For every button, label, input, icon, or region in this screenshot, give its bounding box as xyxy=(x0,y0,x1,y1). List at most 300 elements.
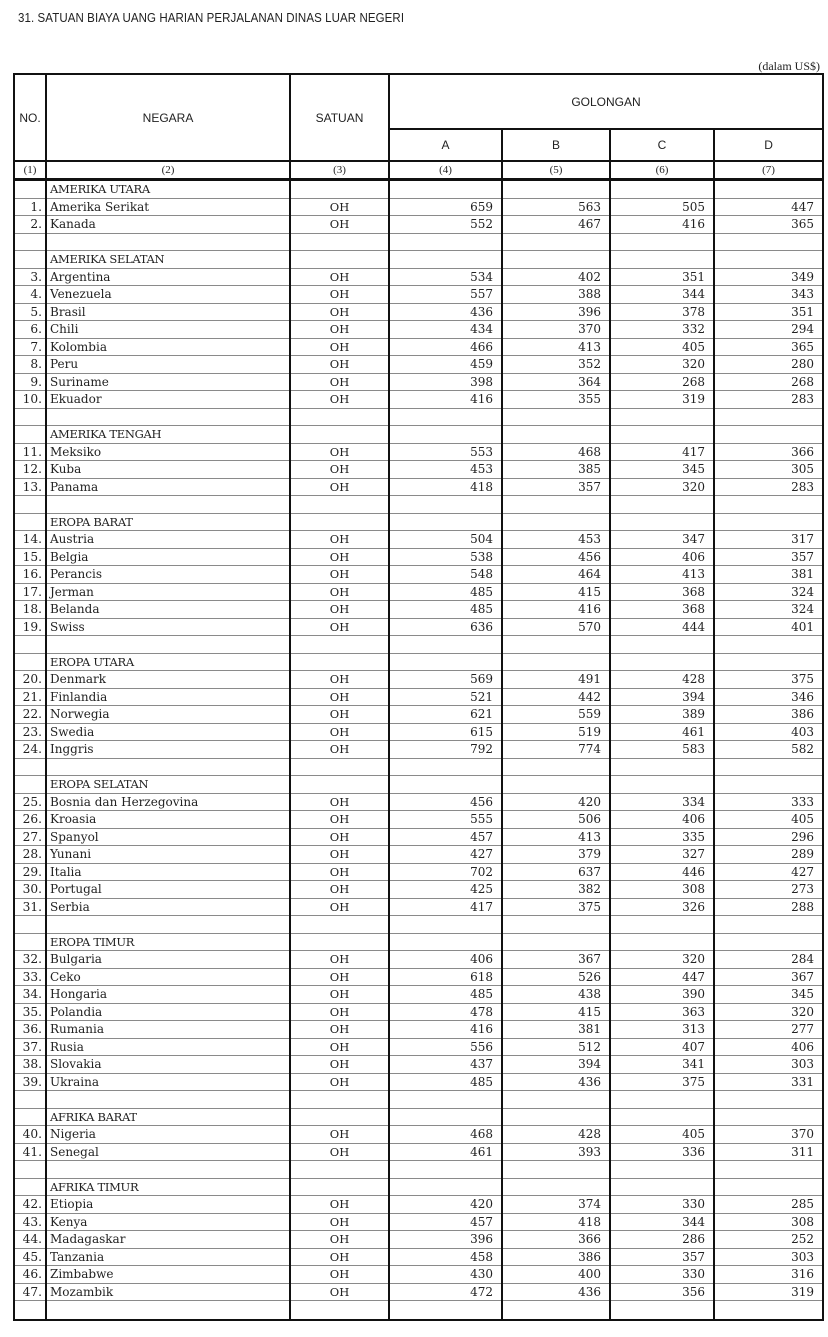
table-row xyxy=(14,986,823,1004)
unit-cell: OH xyxy=(290,321,389,339)
country-name: Suriname xyxy=(46,373,290,391)
golongan-b-value: 464 xyxy=(502,566,610,584)
golongan-b-value: 396 xyxy=(502,303,610,321)
empty-golongan-a-cell xyxy=(389,758,502,776)
trailing-empty-row xyxy=(14,1301,823,1321)
row-number: 27. xyxy=(14,828,46,846)
golongan-b-value: 415 xyxy=(502,1003,610,1021)
golongan-d-value: 346 xyxy=(714,688,823,706)
country-name: Serbia xyxy=(46,898,290,916)
golongan-d-value: 403 xyxy=(714,723,823,741)
empty-golongan-b-cell xyxy=(502,496,610,514)
golongan-b-value: 402 xyxy=(502,268,610,286)
golongan-c-value: 327 xyxy=(610,846,714,864)
region-name: EROPA SELATAN xyxy=(46,776,290,794)
empty-no-cell xyxy=(14,1301,46,1321)
empty-golongan-a-cell xyxy=(389,776,502,794)
spacer-row xyxy=(14,916,823,934)
spacer-row xyxy=(14,408,823,426)
table-row xyxy=(14,1056,823,1074)
golongan-b-value: 415 xyxy=(502,583,610,601)
unit-cell: OH xyxy=(290,356,389,374)
empty-golongan-a-cell xyxy=(389,1091,502,1109)
golongan-d-value: 366 xyxy=(714,443,823,461)
row-number: 24. xyxy=(14,741,46,759)
region-header-row xyxy=(14,251,823,269)
golongan-b-value: 388 xyxy=(502,286,610,304)
country-name: Bosnia dan Herzegovina xyxy=(46,793,290,811)
country-name: Belanda xyxy=(46,601,290,619)
empty-negara-cell xyxy=(46,916,290,934)
golongan-b-value: 382 xyxy=(502,881,610,899)
country-name: Kanada xyxy=(46,216,290,234)
table-row xyxy=(14,198,823,216)
golongan-c-value: 308 xyxy=(610,881,714,899)
country-name: Norwegia xyxy=(46,706,290,724)
row-number: 44. xyxy=(14,1231,46,1249)
golongan-d-value: 345 xyxy=(714,986,823,1004)
row-number: 7. xyxy=(14,338,46,356)
empty-golongan-a-cell xyxy=(389,408,502,426)
row-number: 46. xyxy=(14,1266,46,1284)
golongan-c-value: 330 xyxy=(610,1196,714,1214)
empty-golongan-b-cell xyxy=(502,1178,610,1196)
table-row xyxy=(14,1073,823,1091)
row-number: 29. xyxy=(14,863,46,881)
table-row xyxy=(14,373,823,391)
golongan-c-value: 405 xyxy=(610,338,714,356)
row-number: 18. xyxy=(14,601,46,619)
golongan-d-value: 324 xyxy=(714,601,823,619)
golongan-d-value: 277 xyxy=(714,1021,823,1039)
golongan-a-value: 478 xyxy=(389,1003,502,1021)
unit-cell: OH xyxy=(290,1266,389,1284)
unit-cell: OH xyxy=(290,478,389,496)
table-row xyxy=(14,216,823,234)
empty-satuan-cell xyxy=(290,233,389,251)
unit-cell: OH xyxy=(290,1056,389,1074)
golongan-d-value: 288 xyxy=(714,898,823,916)
empty-golongan-b-cell xyxy=(502,251,610,269)
unit-cell: OH xyxy=(290,391,389,409)
row-number: 40. xyxy=(14,1126,46,1144)
golongan-a-value: 552 xyxy=(389,216,502,234)
empty-satuan-cell xyxy=(290,636,389,654)
golongan-c-value: 375 xyxy=(610,1073,714,1091)
empty-golongan-d-cell xyxy=(714,1161,823,1179)
empty-satuan-cell xyxy=(290,251,389,269)
unit-cell: OH xyxy=(290,461,389,479)
golongan-a-value: 485 xyxy=(389,583,502,601)
table-row xyxy=(14,391,823,409)
empty-golongan-c-cell xyxy=(610,251,714,269)
table-row xyxy=(14,1143,823,1161)
empty-golongan-b-cell xyxy=(502,933,610,951)
country-name: Swiss xyxy=(46,618,290,636)
row-number: 23. xyxy=(14,723,46,741)
golongan-a-value: 472 xyxy=(389,1283,502,1301)
row-number: 5. xyxy=(14,303,46,321)
golongan-b-value: 456 xyxy=(502,548,610,566)
golongan-a-value: 555 xyxy=(389,811,502,829)
table-row xyxy=(14,478,823,496)
unit-cell: OH xyxy=(290,1021,389,1039)
golongan-d-value: 268 xyxy=(714,373,823,391)
daily-allowance-table xyxy=(13,73,824,1321)
row-number: 11. xyxy=(14,443,46,461)
table-row xyxy=(14,1231,823,1249)
empty-satuan-cell xyxy=(290,426,389,444)
golongan-b-value: 379 xyxy=(502,846,610,864)
unit-cell: OH xyxy=(290,198,389,216)
column-number-7: (7) xyxy=(714,161,823,180)
empty-no-cell xyxy=(14,180,46,199)
empty-no-cell xyxy=(14,251,46,269)
country-name: Brasil xyxy=(46,303,290,321)
table-row xyxy=(14,356,823,374)
golongan-a-value: 456 xyxy=(389,793,502,811)
table-row xyxy=(14,1248,823,1266)
golongan-d-value: 582 xyxy=(714,741,823,759)
unit-cell: OH xyxy=(290,566,389,584)
golongan-c-value: 344 xyxy=(610,286,714,304)
empty-golongan-b-cell xyxy=(502,1301,610,1321)
row-number: 19. xyxy=(14,618,46,636)
golongan-d-value: 285 xyxy=(714,1196,823,1214)
golongan-a-value: 548 xyxy=(389,566,502,584)
golongan-a-value: 461 xyxy=(389,1143,502,1161)
empty-golongan-b-cell xyxy=(502,636,610,654)
golongan-c-value: 320 xyxy=(610,478,714,496)
spacer-row xyxy=(14,1161,823,1179)
golongan-d-value: 365 xyxy=(714,338,823,356)
spacer-row xyxy=(14,636,823,654)
empty-no-cell xyxy=(14,496,46,514)
golongan-d-value: 283 xyxy=(714,478,823,496)
empty-golongan-a-cell xyxy=(389,1161,502,1179)
golongan-b-value: 438 xyxy=(502,986,610,1004)
country-name: Zimbabwe xyxy=(46,1266,290,1284)
golongan-c-value: 335 xyxy=(610,828,714,846)
golongan-a-value: 792 xyxy=(389,741,502,759)
country-name: Portugal xyxy=(46,881,290,899)
table-row xyxy=(14,741,823,759)
empty-golongan-d-cell xyxy=(714,426,823,444)
golongan-a-value: 427 xyxy=(389,846,502,864)
unit-cell: OH xyxy=(290,1143,389,1161)
golongan-c-value: 345 xyxy=(610,461,714,479)
row-number: 1. xyxy=(14,198,46,216)
golongan-a-value: 534 xyxy=(389,268,502,286)
country-name: Peru xyxy=(46,356,290,374)
golongan-a-value: 436 xyxy=(389,303,502,321)
golongan-d-value: 280 xyxy=(714,356,823,374)
table-row xyxy=(14,1003,823,1021)
golongan-d-value: 365 xyxy=(714,216,823,234)
golongan-b-value: 506 xyxy=(502,811,610,829)
country-name: Panama xyxy=(46,478,290,496)
row-number: 43. xyxy=(14,1213,46,1231)
empty-golongan-d-cell xyxy=(714,1178,823,1196)
country-name: Ekuador xyxy=(46,391,290,409)
header-golongan-d: D xyxy=(714,129,823,161)
unit-cell: OH xyxy=(290,1213,389,1231)
table-row xyxy=(14,268,823,286)
header-negara: NEGARA xyxy=(46,74,290,161)
region-header-row xyxy=(14,513,823,531)
column-number-4: (4) xyxy=(389,161,502,180)
table-row xyxy=(14,671,823,689)
golongan-a-value: 557 xyxy=(389,286,502,304)
empty-golongan-c-cell xyxy=(610,933,714,951)
golongan-a-value: 468 xyxy=(389,1126,502,1144)
unit-cell: OH xyxy=(290,531,389,549)
golongan-c-value: 378 xyxy=(610,303,714,321)
country-name: Argentina xyxy=(46,268,290,286)
table-row xyxy=(14,723,823,741)
empty-golongan-d-cell xyxy=(714,251,823,269)
golongan-c-value: 286 xyxy=(610,1231,714,1249)
row-number: 4. xyxy=(14,286,46,304)
unit-cell: OH xyxy=(290,811,389,829)
row-number: 34. xyxy=(14,986,46,1004)
document-title: 31. SATUAN BIAYA UANG HARIAN PERJALANAN DINAS LUAR NEGERI xyxy=(18,11,405,25)
empty-negara-cell xyxy=(46,496,290,514)
unit-cell: OH xyxy=(290,723,389,741)
empty-no-cell xyxy=(14,513,46,531)
country-name: Austria xyxy=(46,531,290,549)
golongan-d-value: 319 xyxy=(714,1283,823,1301)
row-number: 30. xyxy=(14,881,46,899)
header-golongan-a: A xyxy=(389,129,502,161)
country-name: Bulgaria xyxy=(46,951,290,969)
empty-golongan-d-cell xyxy=(714,408,823,426)
golongan-c-value: 351 xyxy=(610,268,714,286)
region-header-row xyxy=(14,426,823,444)
table-row xyxy=(14,811,823,829)
empty-golongan-b-cell xyxy=(502,776,610,794)
unit-cell: OH xyxy=(290,1003,389,1021)
table-row xyxy=(14,951,823,969)
golongan-c-value: 407 xyxy=(610,1038,714,1056)
golongan-b-value: 366 xyxy=(502,1231,610,1249)
country-name: Ceko xyxy=(46,968,290,986)
golongan-b-value: 491 xyxy=(502,671,610,689)
golongan-b-value: 418 xyxy=(502,1213,610,1231)
golongan-b-value: 413 xyxy=(502,828,610,846)
unit-cell: OH xyxy=(290,1248,389,1266)
unit-cell: OH xyxy=(290,1283,389,1301)
golongan-d-value: 367 xyxy=(714,968,823,986)
golongan-d-value: 349 xyxy=(714,268,823,286)
golongan-d-value: 305 xyxy=(714,461,823,479)
golongan-c-value: 417 xyxy=(610,443,714,461)
unit-cell: OH xyxy=(290,338,389,356)
row-number: 3. xyxy=(14,268,46,286)
row-number: 33. xyxy=(14,968,46,986)
empty-golongan-a-cell xyxy=(389,1178,502,1196)
golongan-d-value: 303 xyxy=(714,1248,823,1266)
empty-golongan-b-cell xyxy=(502,1091,610,1109)
golongan-c-value: 389 xyxy=(610,706,714,724)
unit-cell: OH xyxy=(290,583,389,601)
unit-cell: OH xyxy=(290,986,389,1004)
row-number: 26. xyxy=(14,811,46,829)
table-row xyxy=(14,688,823,706)
table-row xyxy=(14,863,823,881)
empty-golongan-d-cell xyxy=(714,1301,823,1321)
unit-cell: OH xyxy=(290,373,389,391)
empty-golongan-c-cell xyxy=(610,916,714,934)
unit-cell: OH xyxy=(290,863,389,881)
golongan-b-value: 637 xyxy=(502,863,610,881)
golongan-a-value: 406 xyxy=(389,951,502,969)
empty-satuan-cell xyxy=(290,1301,389,1321)
empty-negara-cell xyxy=(46,1301,290,1321)
country-name: Jerman xyxy=(46,583,290,601)
golongan-a-value: 621 xyxy=(389,706,502,724)
golongan-b-value: 352 xyxy=(502,356,610,374)
golongan-d-value: 317 xyxy=(714,531,823,549)
golongan-b-value: 413 xyxy=(502,338,610,356)
empty-golongan-b-cell xyxy=(502,653,610,671)
row-number: 17. xyxy=(14,583,46,601)
golongan-d-value: 406 xyxy=(714,1038,823,1056)
country-name: Nigeria xyxy=(46,1126,290,1144)
spacer-row xyxy=(14,758,823,776)
table-row xyxy=(14,1213,823,1231)
table-row xyxy=(14,286,823,304)
region-name: AFRIKA TIMUR xyxy=(46,1178,290,1196)
empty-golongan-c-cell xyxy=(610,496,714,514)
table-row xyxy=(14,338,823,356)
region-name: AMERIKA TENGAH xyxy=(46,426,290,444)
golongan-c-value: 406 xyxy=(610,811,714,829)
empty-no-cell xyxy=(14,426,46,444)
golongan-a-value: 416 xyxy=(389,391,502,409)
table-row xyxy=(14,1021,823,1039)
golongan-d-value: 252 xyxy=(714,1231,823,1249)
empty-satuan-cell xyxy=(290,1161,389,1179)
row-number: 16. xyxy=(14,566,46,584)
empty-golongan-c-cell xyxy=(610,408,714,426)
empty-golongan-d-cell xyxy=(714,758,823,776)
golongan-a-value: 556 xyxy=(389,1038,502,1056)
empty-golongan-c-cell xyxy=(610,636,714,654)
empty-golongan-c-cell xyxy=(610,1108,714,1126)
table-row xyxy=(14,531,823,549)
unit-cell: OH xyxy=(290,268,389,286)
row-number: 20. xyxy=(14,671,46,689)
unit-cell: OH xyxy=(290,898,389,916)
region-header-row xyxy=(14,933,823,951)
empty-satuan-cell xyxy=(290,180,389,199)
golongan-c-value: 583 xyxy=(610,741,714,759)
table-row xyxy=(14,548,823,566)
header-golongan: GOLONGAN xyxy=(389,74,823,129)
country-name: Kolombia xyxy=(46,338,290,356)
golongan-d-value: 303 xyxy=(714,1056,823,1074)
empty-no-cell xyxy=(14,1161,46,1179)
golongan-b-value: 400 xyxy=(502,1266,610,1284)
golongan-c-value: 330 xyxy=(610,1266,714,1284)
golongan-d-value: 316 xyxy=(714,1266,823,1284)
empty-no-cell xyxy=(14,916,46,934)
golongan-b-value: 381 xyxy=(502,1021,610,1039)
golongan-c-value: 368 xyxy=(610,583,714,601)
empty-golongan-c-cell xyxy=(610,1161,714,1179)
golongan-b-value: 420 xyxy=(502,793,610,811)
golongan-a-value: 396 xyxy=(389,1231,502,1249)
unit-cell: OH xyxy=(290,303,389,321)
country-name: Rusia xyxy=(46,1038,290,1056)
golongan-c-value: 390 xyxy=(610,986,714,1004)
golongan-b-value: 442 xyxy=(502,688,610,706)
empty-no-cell xyxy=(14,653,46,671)
country-name: Ukraina xyxy=(46,1073,290,1091)
row-number: 12. xyxy=(14,461,46,479)
country-name: Hongaria xyxy=(46,986,290,1004)
golongan-a-value: 553 xyxy=(389,443,502,461)
row-number: 14. xyxy=(14,531,46,549)
empty-golongan-a-cell xyxy=(389,513,502,531)
golongan-b-value: 468 xyxy=(502,443,610,461)
golongan-a-value: 485 xyxy=(389,986,502,1004)
golongan-c-value: 447 xyxy=(610,968,714,986)
golongan-d-value: 296 xyxy=(714,828,823,846)
golongan-a-value: 538 xyxy=(389,548,502,566)
empty-satuan-cell xyxy=(290,1108,389,1126)
column-number-3: (3) xyxy=(290,161,389,180)
golongan-a-value: 425 xyxy=(389,881,502,899)
table-row xyxy=(14,461,823,479)
unit-cell: OH xyxy=(290,706,389,724)
empty-golongan-c-cell xyxy=(610,1091,714,1109)
golongan-b-value: 512 xyxy=(502,1038,610,1056)
golongan-b-value: 563 xyxy=(502,198,610,216)
golongan-c-value: 336 xyxy=(610,1143,714,1161)
golongan-c-value: 320 xyxy=(610,356,714,374)
golongan-d-value: 284 xyxy=(714,951,823,969)
region-header-row xyxy=(14,776,823,794)
golongan-c-value: 416 xyxy=(610,216,714,234)
header-row-main xyxy=(14,74,823,129)
golongan-a-value: 458 xyxy=(389,1248,502,1266)
column-number-5: (5) xyxy=(502,161,610,180)
golongan-c-value: 461 xyxy=(610,723,714,741)
unit-cell: OH xyxy=(290,618,389,636)
empty-satuan-cell xyxy=(290,653,389,671)
golongan-b-value: 374 xyxy=(502,1196,610,1214)
golongan-b-value: 559 xyxy=(502,706,610,724)
region-header-row xyxy=(14,180,823,199)
table-row xyxy=(14,618,823,636)
country-name: Perancis xyxy=(46,566,290,584)
empty-no-cell xyxy=(14,636,46,654)
country-name: Meksiko xyxy=(46,443,290,461)
unit-cell: OH xyxy=(290,443,389,461)
empty-no-cell xyxy=(14,933,46,951)
empty-satuan-cell xyxy=(290,776,389,794)
row-number: 35. xyxy=(14,1003,46,1021)
unit-cell: OH xyxy=(290,846,389,864)
empty-golongan-c-cell xyxy=(610,653,714,671)
empty-golongan-a-cell xyxy=(389,233,502,251)
country-name: Chili xyxy=(46,321,290,339)
table-row xyxy=(14,846,823,864)
row-number: 38. xyxy=(14,1056,46,1074)
spacer-row xyxy=(14,1091,823,1109)
